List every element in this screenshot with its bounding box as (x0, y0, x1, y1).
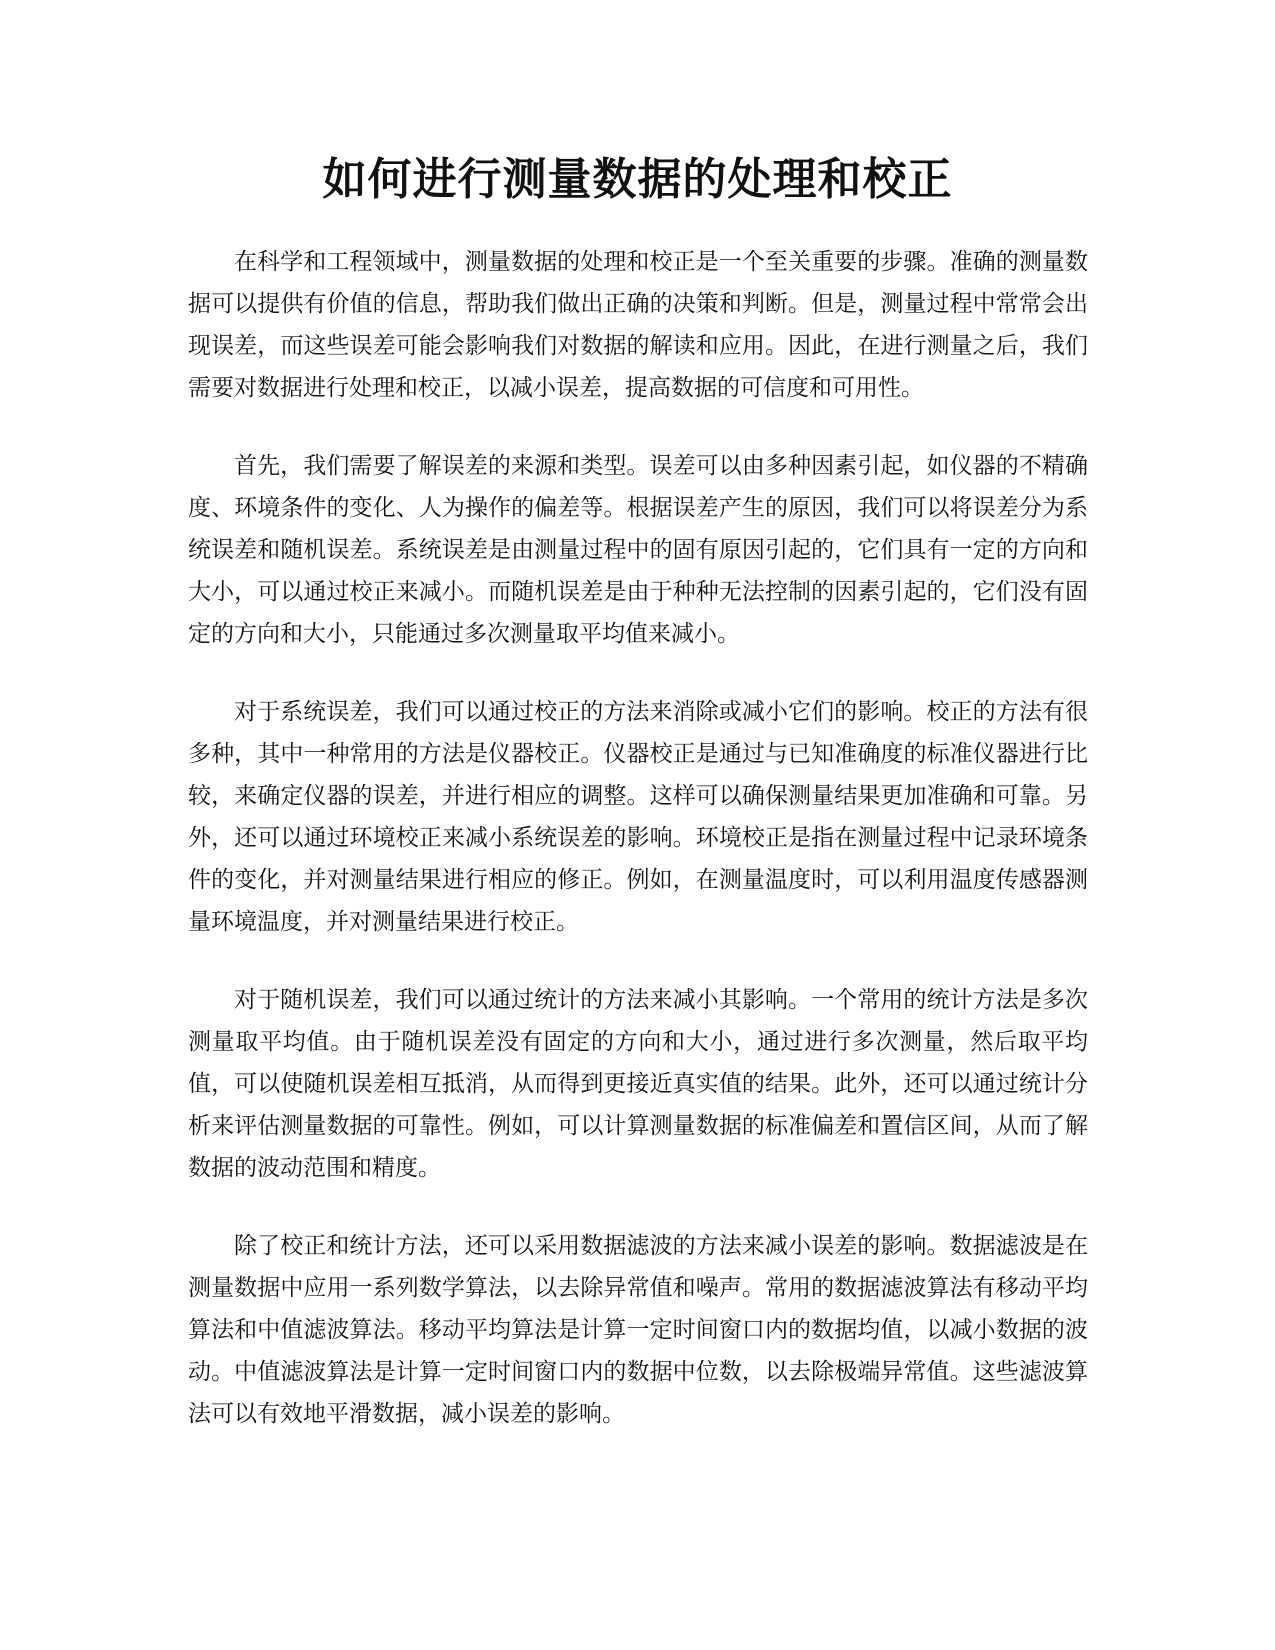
paragraph-random-error: 对于随机误差，我们可以通过统计的方法来减小其影响。一个常用的统计方法是多次测量取平均值。由于随机误差没有固定的方向和大小，通过进行多次测量，然后取平均值，可以使随机误差相互抵消，从而得到更接近真实值的结果。此外，还可以通过统计分析来评估测量数据的可靠性。例如，可以计算测量数据的标准偏差和置信区间，从而了解数据的波动范围和精度。 (188, 987, 1088, 1181)
paragraph-error-types: 首先，我们需要了解误差的来源和类型。误差可以由多种因素引起，如仪器的不精确度、环境条件的变化、人为操作的偏差等。根据误差产生的原因，我们可以将误差分为系统误差和随机误差。系统误差是由测量过程中的固有原因引起的，它们具有一定的方向和大小，可以通过校正来减小。而随机误差是由于种种无法控制的因素引起的，它们没有固定的方向和大小，只能通过多次测量取平均值来减小。 (188, 453, 1088, 647)
document-title: 如何进行测量数据的处理和校正 (322, 154, 953, 205)
paragraph-systematic-error: 对于系统误差，我们可以通过校正的方法来消除或减小它们的影响。校正的方法有很多种，其中一种常用的方法是仪器校正。仪器校正是通过与已知准确度的标准仪器进行比较，来确定仪器的误差，并进行相应的调整。这样可以确保测量结果更加准确和可靠。另外，还可以通过环境校正来减小系统误差的影响。环境校正是指在测量过程中记录环境条件的变化，并对测量结果进行相应的修正。例如，在测量温度时，可以利用温度传感器测量环境温度，并对测量结果进行校正。 (188, 699, 1088, 935)
paragraph-data-filtering: 除了校正和统计方法，还可以采用数据滤波的方法来减小误差的影响。数据滤波是在测量数据中应用一系列数学算法，以去除异常值和噪声。常用的数据滤波算法有移动平均算法和中值滤波算法。移动平均算法是计算一定时间窗口内的数据均值，以减小数据的波动。中值滤波算法是计算一定时间窗口内的数据中位数，以去除极端异常值。这些滤波算法可以有效地平滑数据，减小误差的影响。 (188, 1233, 1088, 1427)
paragraph-intro: 在科学和工程领域中，测量数据的处理和校正是一个至关重要的步骤。准确的测量数据可以提供有价值的信息，帮助我们做出正确的决策和判断。但是，测量过程中常常会出现误差，而这些误差可能会影响我们对数据的解读和应用。因此，在进行测量之后，我们需要对数据进行处理和校正，以减小误差，提高数据的可信度和可用性。 (188, 249, 1088, 401)
document-body (188, 241, 1088, 1471)
